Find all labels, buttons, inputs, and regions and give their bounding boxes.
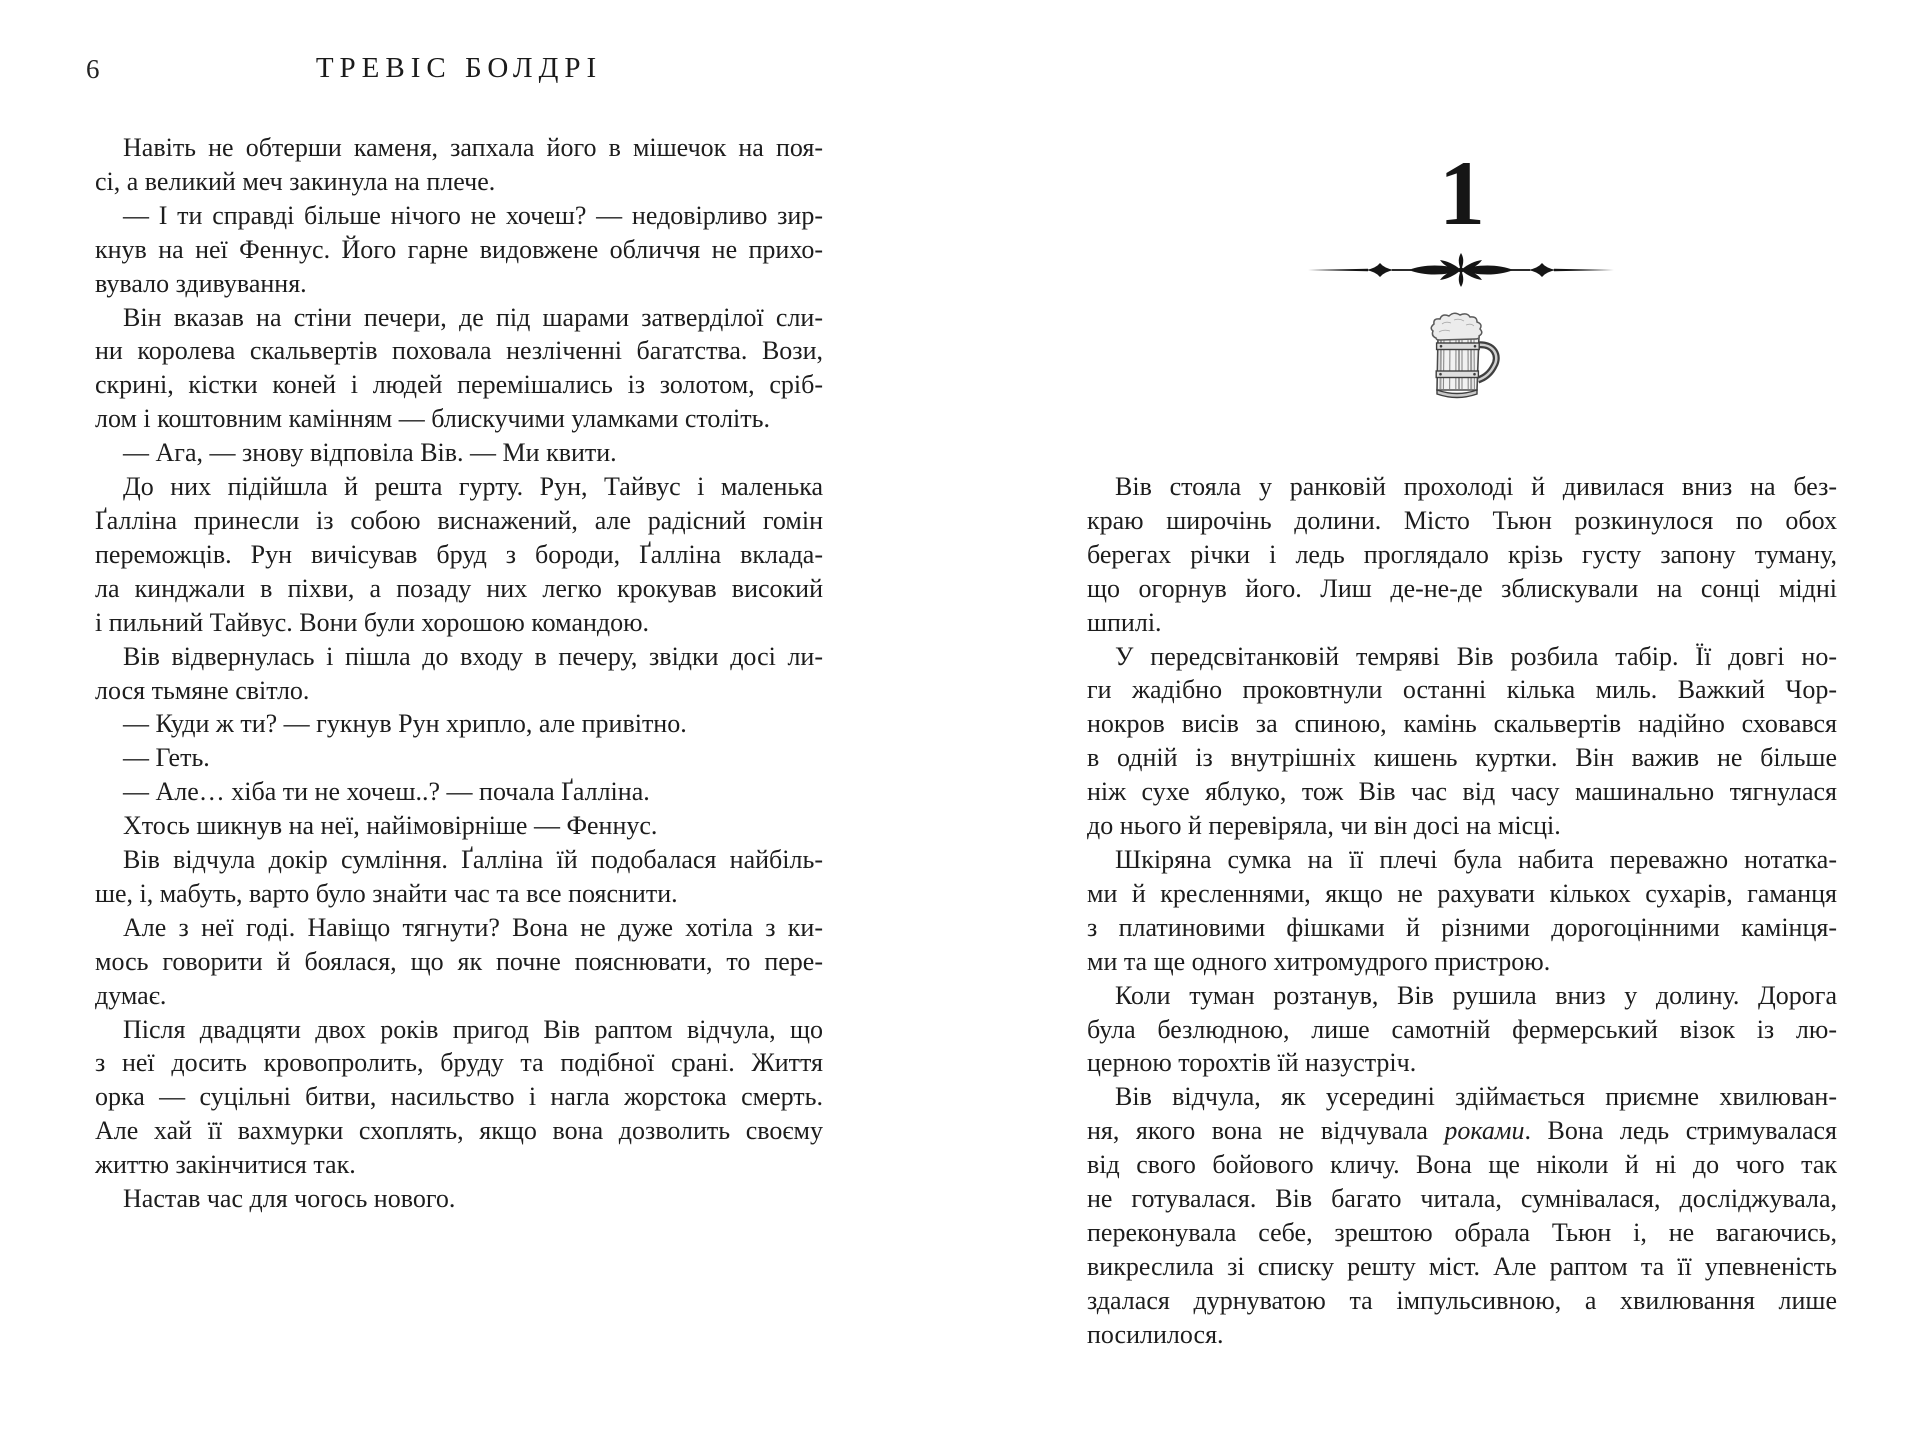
text-line: з платиновими фішками й різними дорогоцінними камінця- — [1087, 912, 1837, 942]
text-line: Хтось шикнув на неї, найімовірніше — Феннус. — [123, 811, 658, 841]
text-line: Коли туман розтанув, Вів рушила вниз у долину. Дорога — [1115, 980, 1837, 1010]
text-line: кнув на неї Феннус. Його гарне видовжене обличчя не прихо- — [95, 234, 823, 264]
text-line: Вів відвернулась і пішла до входу в печеру, звідки досі ли- — [123, 641, 823, 671]
paragraph — [95, 131, 823, 199]
beer-mug-icon — [1424, 312, 1500, 402]
paragraph — [1087, 1080, 1837, 1351]
text-line: життю закінчитися так. — [95, 1150, 356, 1180]
text-line: від свого бойового кличу. Вона ще ніколи й ні до чого так — [1087, 1150, 1837, 1180]
text-line: — Ага, — знову відповіла Вів. — Ми квити. — [123, 438, 617, 468]
text-line: нокров висів за спиною, камінь скальвертів надійно сховався — [1087, 709, 1837, 739]
text-line: переможців. Рун вичісував бруд з бороди, Ґалліна вклада- — [95, 539, 823, 569]
text-line: Вів стояла у ранковій прохолоді й дивилася вниз на без- — [1115, 472, 1837, 501]
left-page-text — [95, 131, 823, 1216]
text-line: Але хай її вахмурки схоплять, якщо вона дозволить своєму — [95, 1116, 823, 1146]
text-line: скрині, кістки коней і людей перемішались із золотом, сріб- — [95, 370, 823, 400]
text-line: з неї досить кровопролить, бруду та подібної срані. Життя — [95, 1048, 823, 1078]
text-line: Вів відчула докір сумління. Ґалліна їй подобалася найбіль- — [123, 845, 823, 875]
text-line: мось говорити й боялася, що як почне пояснювати, то пере- — [95, 946, 823, 976]
text-line: посилилося. — [1087, 1319, 1224, 1349]
text-line: Шкіряна сумка на її плечі була набита переважно нотатка- — [1115, 844, 1837, 874]
text-line: До них підійшла й решта гурту. Рун, Тайвус і маленька — [123, 472, 823, 502]
text-line: вувало здивування. — [95, 268, 307, 298]
text-line: Але з неї годі. Навіщо тягнути? Вона не дуже хотіла з ки- — [123, 912, 823, 942]
text-line: У передсвітанковій темряві Вів розбила табір. Її довгі но- — [1115, 641, 1837, 671]
text-line: викреслила зі списку решту міст. Але раптом та її упевненість — [1087, 1251, 1837, 1281]
chapter-divider-ornament — [1306, 250, 1616, 290]
chapter-number: 1 — [1439, 142, 1485, 244]
paragraph — [95, 775, 823, 809]
text-line: сі, а великий меч закинула на плече. — [95, 166, 496, 196]
paragraph — [95, 301, 823, 437]
text-line: ніж сухе яблуко, тож Вів час від часу машинально тягнулася — [1087, 777, 1837, 807]
running-head: ТРЕВІС БОЛДРІ — [315, 52, 603, 84]
text-line: церною торохтів їй назустріч. — [1087, 1048, 1417, 1078]
paragraph — [95, 843, 823, 911]
text-line: ня, якого вона не відчувала роками. Вона ледь стримувалася — [1087, 1116, 1837, 1146]
beer-mug-svg — [1424, 312, 1500, 402]
text-line: — Геть. — [123, 743, 210, 773]
text-line: здалася дурнуватою та імпульсивною, а хвилювання лише — [1087, 1285, 1837, 1315]
text-line: орка — суцільні битви, насильство і нагла жорстока смерть. — [95, 1082, 823, 1112]
paragraph — [1087, 640, 1837, 843]
text-line: не готувалася. Вів багато читала, сумнівалася, досліджувала, — [1087, 1184, 1837, 1214]
paragraph — [95, 1182, 823, 1216]
text-line: ми та ще одного хитромудрого пристрою. — [1087, 946, 1551, 976]
text-line: що огорнув його. Лиш де-не-де зблискували на сонці мідні — [1087, 573, 1837, 603]
text-line: Після двадцяти двох років пригод Вів раптом відчула, що — [123, 1014, 823, 1044]
text-line: ни королева скальвертів поховала незліченні багатства. Вози, — [95, 336, 823, 366]
text-line: — І ти справді більше нічого не хочеш? — недовірливо зир- — [123, 200, 823, 230]
text-line: шпилі. — [1087, 607, 1162, 637]
paragraph — [95, 911, 823, 1013]
text-line: — Але… хіба ти не хочеш..? — почала Ґалліна. — [123, 777, 650, 807]
text-line: в одній із внутрішніх кишень куртки. Він важив не більше — [1087, 743, 1837, 773]
text-line: Він вказав на стіни печери, де під шарами затверділої сли- — [123, 302, 823, 332]
text-line: і пильний Тайвус. Вони були хорошою командою. — [95, 607, 650, 637]
text-line: Ґалліна принесли із собою виснажений, але радісний гомін — [95, 505, 823, 535]
text-line: до нього й перевіряла, чи він досі на місці. — [1087, 811, 1561, 841]
paragraph — [1087, 979, 1837, 1081]
text-line: лом і коштовним камінням — блискучими уламками століть. — [95, 404, 770, 434]
page-number: 6 — [86, 54, 100, 84]
text-line: Вів відчула, як усередині здіймається приємне хвилюван- — [1115, 1082, 1837, 1112]
paragraph — [1087, 843, 1837, 979]
paragraph — [95, 741, 823, 775]
paragraph — [95, 436, 823, 470]
text-line: краю широчінь долини. Місто Тьюн розкинулося по обох — [1087, 505, 1837, 535]
text-line: лося тьмяне світло. — [95, 675, 310, 705]
paragraph — [95, 199, 823, 301]
text-line: ла кинджали в піхви, а позаду них легко крокував високий — [95, 573, 823, 603]
paragraph — [95, 470, 823, 640]
paragraph — [95, 640, 823, 708]
text-line: ги жадібно проковтнули останні кілька миль. Важкий Чор- — [1087, 675, 1837, 705]
text-line: думає. — [95, 980, 167, 1010]
text-line: була безлюдною, лише самотній фермерський візок із лю- — [1087, 1014, 1837, 1044]
paragraph — [95, 1013, 823, 1183]
paragraph — [95, 707, 823, 741]
right-page-text — [1087, 470, 1837, 1352]
paragraph — [95, 809, 823, 843]
divider-ornament-svg — [1306, 250, 1616, 290]
text-line: переконувала себе, зрештою обрала Тьюн і, не вагаючись, — [1087, 1217, 1837, 1247]
text-line: Навіть не обтерши каменя, запхала його в мішечок на поя- — [123, 133, 823, 162]
text-line: ми й кресленнями, якщо не рахувати кількох сухарів, гаманця — [1087, 878, 1837, 908]
text-line: — Куди ж ти? — гукнув Рун хрипло, але привітно. — [123, 709, 687, 739]
paragraph — [1087, 470, 1837, 640]
text-line: ше, і, мабуть, варто було знайти час та все пояснити. — [95, 878, 678, 908]
text-line: берегах річки і ледь проглядало крізь густу запону туману, — [1087, 539, 1837, 569]
text-line: Настав час для чогось нового. — [123, 1184, 456, 1214]
